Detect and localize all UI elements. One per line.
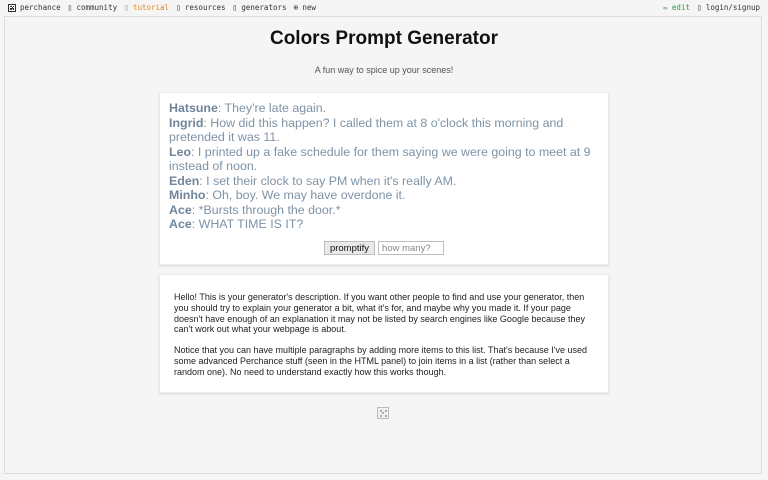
speaker-name: Ace [169, 202, 192, 217]
description-paragraph: Notice that you can have multiple paragraphs by adding more items to this list. That's because I've used some advanced Perchance stuff (seen in the HTML panel) to join items in a list (rather than select a random one). No need to understand exactly how this works though. [174, 345, 587, 377]
nav-tutorial[interactable] [124, 3, 169, 12]
line-text: : How did this happen? I called them at 8 o'clock this morning and pretended it was 11. [169, 115, 564, 144]
nav-perchance-label: perchance [20, 3, 61, 12]
output-line [169, 217, 599, 232]
description-paragraph: Hello! This is your generator's description. If you want other people to find and use your generator, then you should try to explain your generator a bit, what it's for, and maybe why you made it. If your page doesn't have enough of an explanation it may not be listed by search engines like Google because they can't work out what your webpage is about. [174, 292, 585, 335]
top-nav-right [663, 3, 760, 12]
line-text: : Oh, boy. We may have overdone it. [205, 188, 406, 202]
dice-icon [8, 4, 16, 12]
line-text: : I printed up a fake schedule for them saying we were going to meet at 9 instead of noon. [169, 144, 591, 173]
generators-icon: ▯ [232, 3, 238, 12]
nav-generators-label: generators [241, 3, 287, 12]
nav-new[interactable] [294, 3, 316, 12]
line-text: : WHAT TIME IS IT? [191, 217, 304, 231]
speaker-name: Minho [169, 188, 206, 202]
nav-login-label: login/signup [705, 3, 760, 12]
nav-resources[interactable] [176, 3, 225, 12]
output-card [159, 92, 609, 265]
nav-perchance[interactable] [8, 3, 61, 12]
line-text: : *Bursts through the door.* [191, 202, 341, 217]
speaker-name: Ace [169, 217, 192, 231]
speaker-name: Hatsune [169, 101, 218, 115]
speaker-name: Ingrid [169, 115, 204, 130]
plus-circle-icon: ⊕ [293, 3, 299, 12]
nav-new-label: new [302, 3, 316, 12]
output-lines [160, 93, 608, 232]
page-subtitle: A fun way to spice up your scenes! [314, 65, 454, 75]
description-card [159, 274, 609, 393]
description-body [160, 275, 608, 378]
page-title: Colors Prompt Generator [269, 28, 499, 49]
top-nav-left [8, 3, 323, 12]
output-line [169, 116, 599, 145]
nav-edit-label: edit [671, 3, 690, 12]
output-line [169, 203, 599, 218]
nav-community-label: community [76, 3, 118, 12]
promptify-button[interactable]: promptify [324, 241, 375, 255]
output-line [169, 174, 599, 189]
nav-community[interactable] [68, 3, 117, 12]
nav-login-signup[interactable] [697, 3, 760, 12]
nav-resources-label: resources [184, 3, 226, 12]
line-text: : They're late again. [217, 101, 327, 115]
output-line [169, 101, 599, 116]
top-nav-bar [0, 0, 768, 16]
line-text: : I set their clock to say PM when it's really AM. [199, 173, 457, 188]
resources-icon: ▯ [176, 3, 181, 12]
speaker-name: Eden [169, 173, 200, 188]
community-icon: ▯ [67, 3, 73, 12]
pencil-icon: ✏ [663, 3, 668, 12]
output-line [169, 145, 599, 174]
generate-controls [160, 241, 608, 255]
footer-dice-icon[interactable] [377, 407, 389, 419]
nav-generators[interactable] [233, 3, 287, 12]
user-icon: ▯ [696, 3, 702, 12]
tutorial-icon: ▯ [124, 3, 129, 12]
how-many-input[interactable] [378, 241, 444, 255]
output-line [169, 188, 599, 203]
speaker-name: Leo [169, 144, 192, 159]
nav-edit[interactable] [663, 3, 690, 12]
nav-tutorial-label: tutorial [132, 3, 170, 12]
